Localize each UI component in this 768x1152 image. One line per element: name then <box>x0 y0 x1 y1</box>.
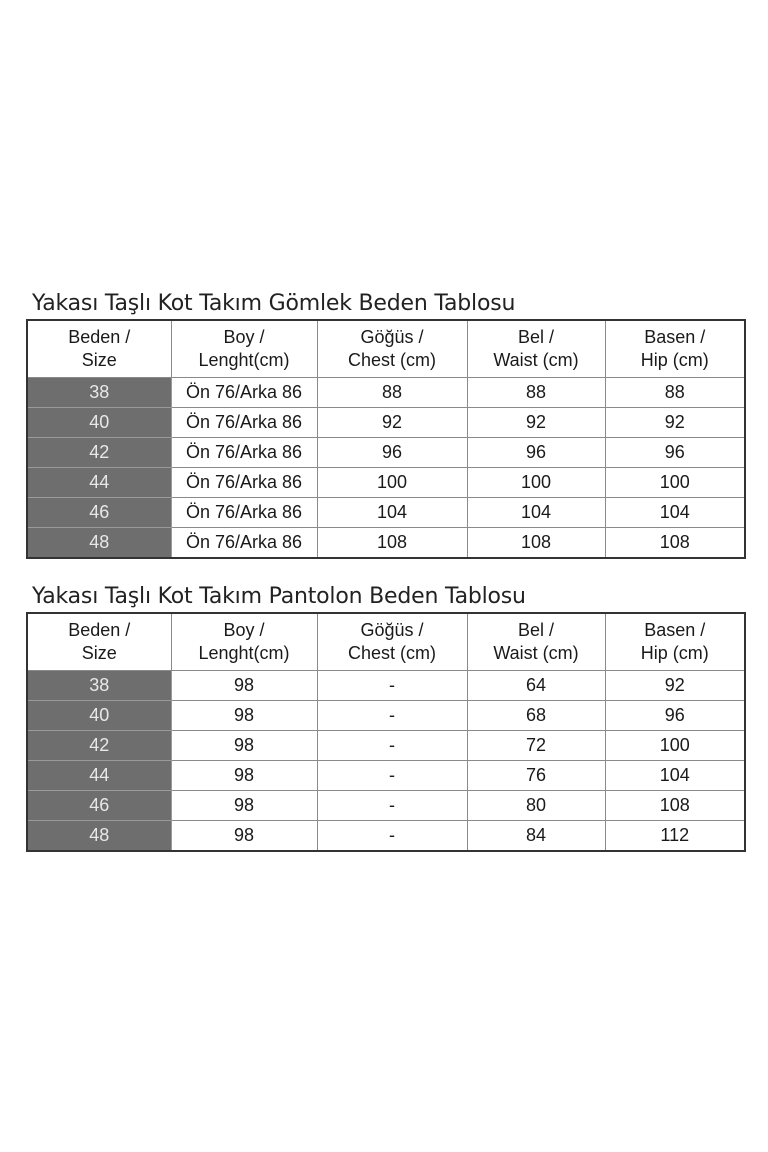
chest-cell: 108 <box>317 528 467 559</box>
hip-cell: 100 <box>605 468 745 498</box>
table-row <box>27 701 745 731</box>
size-cell: 38 <box>27 671 171 701</box>
waist-cell: 104 <box>467 498 605 528</box>
chest-cell: - <box>317 701 467 731</box>
chest-cell: 88 <box>317 378 467 408</box>
waist-cell: 84 <box>467 821 605 852</box>
table-row <box>27 528 745 559</box>
header-hip: Basen / Hip (cm) <box>605 320 745 378</box>
table-row <box>27 438 745 468</box>
waist-cell: 68 <box>467 701 605 731</box>
chest-cell: 92 <box>317 408 467 438</box>
shirt-size-section <box>26 289 744 559</box>
hip-cell: 100 <box>605 731 745 761</box>
hip-cell: 92 <box>605 408 745 438</box>
size-cell: 48 <box>27 821 171 852</box>
shirt-size-table <box>26 319 746 559</box>
chest-cell: - <box>317 731 467 761</box>
table-row <box>27 498 745 528</box>
chest-cell: 96 <box>317 438 467 468</box>
size-cell: 48 <box>27 528 171 559</box>
hip-cell: 108 <box>605 791 745 821</box>
length-cell: Ön 76/Arka 86 <box>171 498 317 528</box>
pants-size-table <box>26 612 746 852</box>
header-chest: Göğüs / Chest (cm) <box>317 320 467 378</box>
chest-cell: - <box>317 821 467 852</box>
table-header-row <box>27 320 745 378</box>
waist-cell: 88 <box>467 378 605 408</box>
length-cell: Ön 76/Arka 86 <box>171 408 317 438</box>
header-size: Beden / Size <box>27 613 171 671</box>
table-row <box>27 408 745 438</box>
size-cell: 38 <box>27 378 171 408</box>
chest-cell: 104 <box>317 498 467 528</box>
hip-cell: 104 <box>605 761 745 791</box>
waist-cell: 108 <box>467 528 605 559</box>
size-cell: 44 <box>27 761 171 791</box>
chest-cell: - <box>317 791 467 821</box>
hip-cell: 96 <box>605 438 745 468</box>
table-row <box>27 378 745 408</box>
length-cell: 98 <box>171 701 317 731</box>
table-row <box>27 671 745 701</box>
size-cell: 46 <box>27 498 171 528</box>
table-row <box>27 468 745 498</box>
hip-cell: 104 <box>605 498 745 528</box>
waist-cell: 64 <box>467 671 605 701</box>
hip-cell: 96 <box>605 701 745 731</box>
length-cell: 98 <box>171 791 317 821</box>
length-cell: Ön 76/Arka 86 <box>171 438 317 468</box>
header-length: Boy / Lenght(cm) <box>171 320 317 378</box>
header-chest: Göğüs / Chest (cm) <box>317 613 467 671</box>
chest-cell: - <box>317 671 467 701</box>
hip-cell: 88 <box>605 378 745 408</box>
header-length: Boy / Lenght(cm) <box>171 613 317 671</box>
waist-cell: 72 <box>467 731 605 761</box>
size-cell: 46 <box>27 791 171 821</box>
chest-cell: - <box>317 761 467 791</box>
header-hip: Basen / Hip (cm) <box>605 613 745 671</box>
length-cell: 98 <box>171 821 317 852</box>
waist-cell: 92 <box>467 408 605 438</box>
waist-cell: 80 <box>467 791 605 821</box>
table-row <box>27 761 745 791</box>
size-cell: 42 <box>27 438 171 468</box>
hip-cell: 108 <box>605 528 745 559</box>
size-cell: 40 <box>27 701 171 731</box>
length-cell: 98 <box>171 761 317 791</box>
header-waist: Bel / Waist (cm) <box>467 320 605 378</box>
header-size: Beden / Size <box>27 320 171 378</box>
size-cell: 42 <box>27 731 171 761</box>
table-header-row <box>27 613 745 671</box>
length-cell: Ön 76/Arka 86 <box>171 528 317 559</box>
length-cell: Ön 76/Arka 86 <box>171 378 317 408</box>
pants-size-section <box>26 582 744 852</box>
table-row <box>27 731 745 761</box>
waist-cell: 96 <box>467 438 605 468</box>
length-cell: Ön 76/Arka 86 <box>171 468 317 498</box>
table-row <box>27 791 745 821</box>
hip-cell: 92 <box>605 671 745 701</box>
length-cell: 98 <box>171 671 317 701</box>
table-row <box>27 821 745 852</box>
chest-cell: 100 <box>317 468 467 498</box>
hip-cell: 112 <box>605 821 745 852</box>
shirt-table-title: Yakası Taşlı Kot Takım Gömlek Beden Tablosu <box>32 291 516 316</box>
size-cell: 40 <box>27 408 171 438</box>
pants-table-title: Yakası Taşlı Kot Takım Pantolon Beden Tablosu <box>32 584 526 609</box>
length-cell: 98 <box>171 731 317 761</box>
waist-cell: 76 <box>467 761 605 791</box>
waist-cell: 100 <box>467 468 605 498</box>
header-waist: Bel / Waist (cm) <box>467 613 605 671</box>
size-cell: 44 <box>27 468 171 498</box>
